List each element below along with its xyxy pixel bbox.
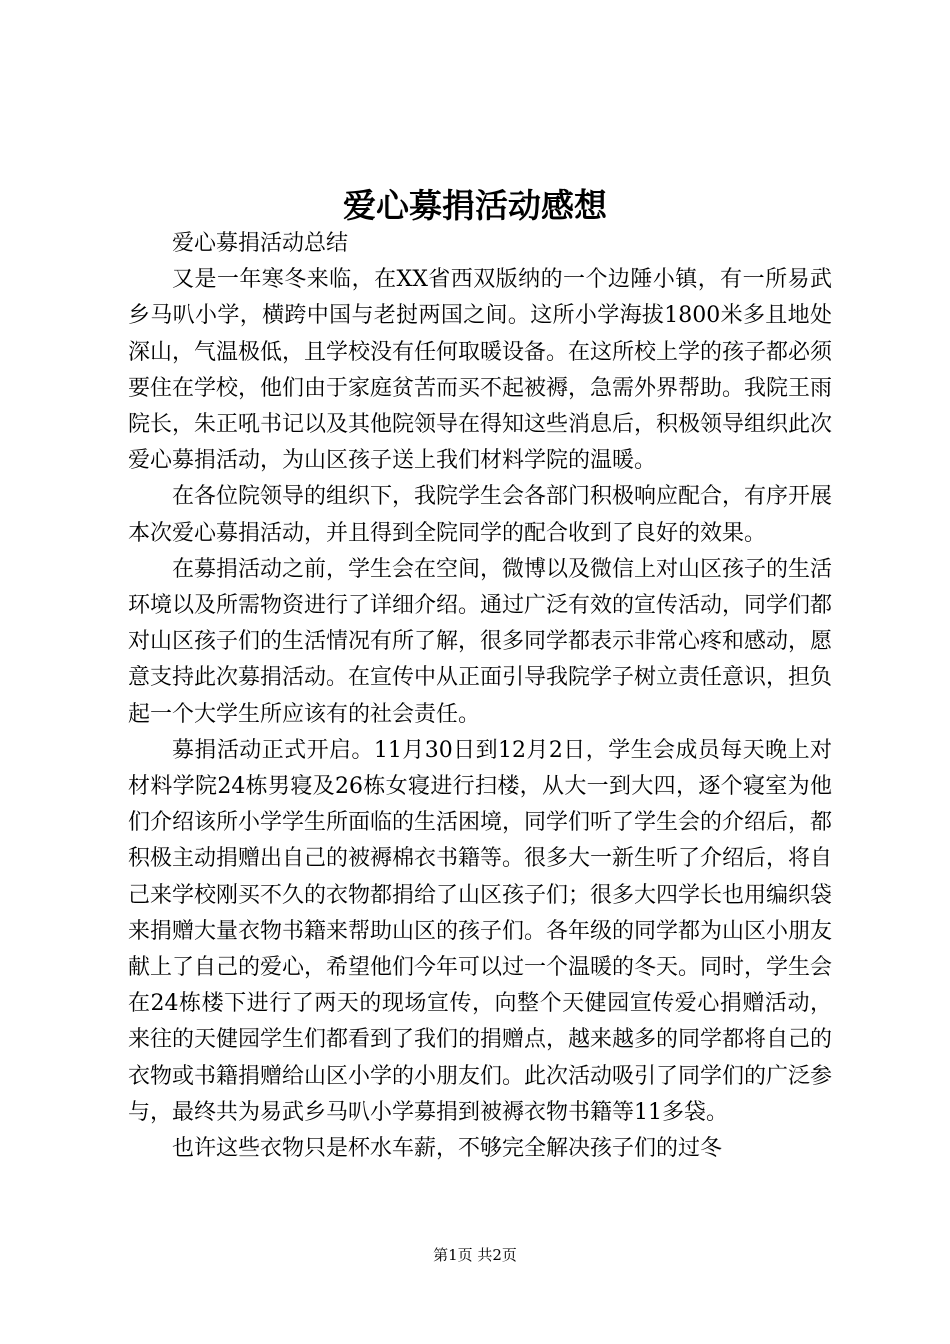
paragraph: 募捐活动正式开启。11月30日到12月2日，学生会成员每天晚上对材料学院24栋男寝及26栋女寝进行扫楼，从大一到大四，逐个寝室为他们介绍该所小学学生所面临的生活困境，同学们听了学生会的介绍后，都积极主动捐赠出自己的被褥棉衣书籍等。很多大一新生听了介绍后，将自己来学校刚买不久的衣物都捐给了山区孩子们；很多大四学长也用编织袋来捐赠大量衣物书籍来帮助山区的孩子们。各年级的同学都为山区小朋友献上了自己的爱心，希望他们今年可以过一个温暖的冬天。同时，学生会在24栋楼下进行了两天的现场宣传，向整个天健园宣传爱心捐赠活动，来往的天健园学生们都看到了我们的捐赠点，越来越多的同学都将自己的衣物或书籍捐赠给山区小学的小朋友们。此次活动吸引了同学们的广泛参与，最终共为易武乡马叭小学募捐到被褥衣物书籍等11多袋。 xyxy=(128,737,833,1125)
document-body xyxy=(128,226,832,1167)
paragraph: 在各位院领导的组织下，我院学生会各部门积极响应配合，有序开展本次爱心募捐活动，并且得到全院同学的配合收到了良好的效果。 xyxy=(128,484,833,546)
paragraph: 又是一年寒冬来临，在XX省西双版纳的一个边陲小镇，有一所易武乡马叭小学，横跨中国与老挝两国之间。这所小学海拔1800米多且地处深山，气温极低，且学校没有任何取暖设备。在这所校上学的孩子都必须要住在学校，他们由于家庭贫苦而买不起被褥，急需外界帮助。我院王雨院长，朱正吼书记以及其他院领导在得知这些消息后，积极领导组织此次爱心募捐活动，为山区孩子送上我们材料学院的温暖。 xyxy=(128,267,833,474)
paragraph: 在募捐活动之前，学生会在空间，微博以及微信上对山区孩子的生活环境以及所需物资进行了详细介绍。通过广泛有效的宣传活动，同学们都对山区孩子们的生活情况有所了解，很多同学都表示非常心疼和感动，愿意支持此次募捐活动。在宣传中从正面引导我院学子树立责任意识，担负起一个大学生所应该有的社会责任。 xyxy=(128,556,833,727)
page-number-footer: 第1页 共2页 xyxy=(433,1246,517,1264)
paragraph: 也许这些衣物只是杯水车薪，不够完全解决孩子们的过冬 xyxy=(172,1136,723,1162)
page-title: 爱心募捐活动感想 xyxy=(343,186,607,225)
paragraph-subtitle: 爱心募捐活动总结 xyxy=(172,231,349,256)
